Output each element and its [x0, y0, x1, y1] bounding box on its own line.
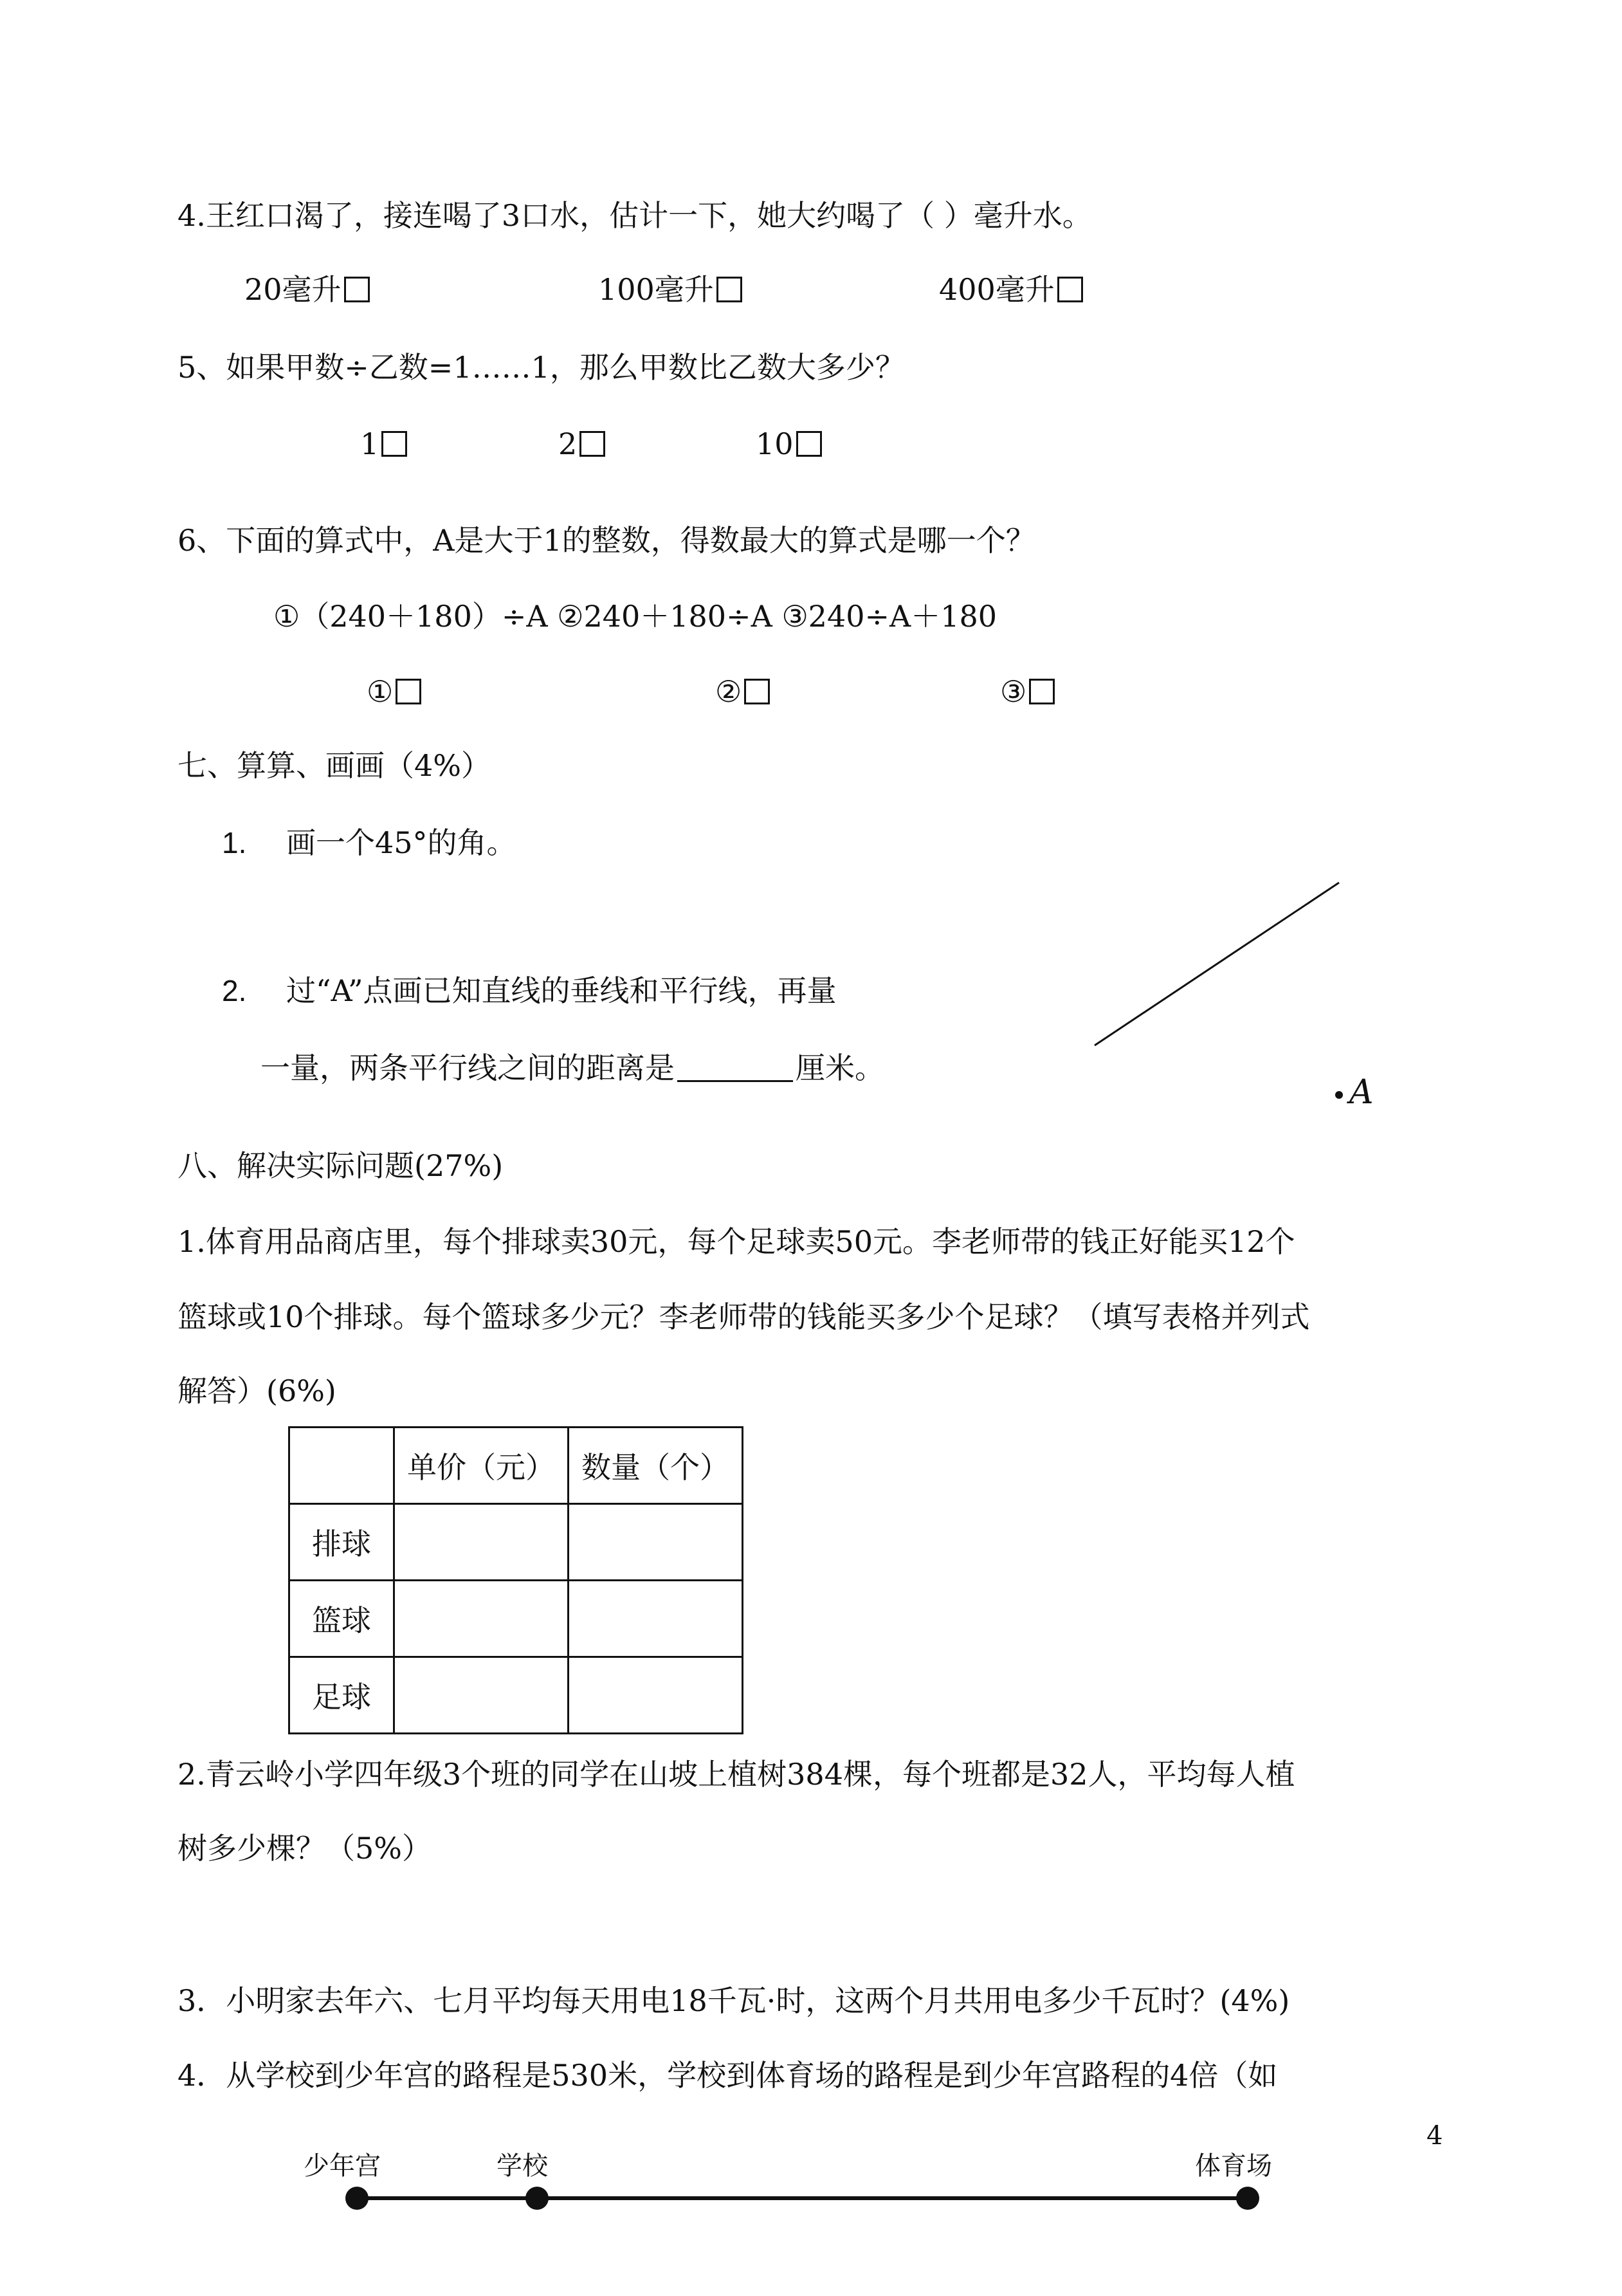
price-quantity-table [288, 1426, 743, 1734]
row-label: 篮球 [289, 1581, 394, 1657]
answer-cell[interactable] [569, 1657, 743, 1734]
map-label-youth-palace: 少年宫 [304, 2151, 381, 2181]
section-7-title: 七、算算、画画（4%） [178, 748, 491, 783]
map-label-stadium: 体育场 [1195, 2151, 1272, 2181]
question-6-text: 6、下面的算式中，A是大于1的整数，得数最大的算式是哪一个？ [178, 523, 1035, 558]
table-header-cell: 数量（个） [569, 1428, 743, 1504]
section-8-title: 八、解决实际问题(27%) [178, 1148, 504, 1183]
s8-q3: 3．小明家去年六、七月平均每天用电18千瓦·时，这两个月共用电多少千瓦时？(4%) [178, 1983, 1290, 2018]
s7-item-2-number: 2. [222, 974, 247, 1007]
table-row [289, 1581, 743, 1657]
school-dot [525, 2187, 549, 2210]
row-label: 排球 [289, 1504, 394, 1581]
q6-option-2[interactable]: ② [715, 672, 770, 711]
q4-option-1[interactable]: 20毫升 [244, 270, 370, 309]
youth-palace-dot [345, 2187, 369, 2210]
s7-item-1-text: 画一个45°的角。 [286, 825, 516, 860]
s7-item-2-text: 过“A”点画已知直线的垂线和平行线，再量 [286, 973, 837, 1008]
s8-q4: 4．从学校到少年宫的路程是530米，学校到体育场的路程是到少年宫路程的4倍（如 [178, 2058, 1278, 2093]
table-header-cell: 单价（元） [394, 1428, 569, 1504]
stadium-dot [1236, 2187, 1259, 2210]
s7-item-2-line2: 一量，两条平行线之间的距离是 厘米。 [260, 1051, 884, 1085]
s8-q2-line2: 树多少棵？（5%） [178, 1831, 432, 1866]
s8-q2-line1: 2.青云岭小学四年级3个班的同学在山坡上植树384棵，每个班都是32人，平均每人植 [178, 1757, 1295, 1792]
s8-q1-line1: 1.体育用品商店里，每个排球卖30元，每个足球卖50元。李老师带的钱正好能买12个 [178, 1224, 1295, 1259]
q5-option-3[interactable]: 10 [756, 425, 822, 463]
table-header-row [289, 1428, 743, 1504]
question-6-formulas: ①（240＋180）÷A ②240＋180÷A ③240÷A＋180 [273, 599, 998, 634]
s8-q1-line3: 解答）(6%) [178, 1373, 336, 1408]
table-row [289, 1504, 743, 1581]
page-number: 4 [1426, 2121, 1443, 2151]
q5-option-1[interactable]: 1 [360, 425, 407, 463]
question-5-text: 5、如果甲数÷乙数=1……1，那么甲数比乙数大多少？ [178, 350, 905, 385]
answer-cell[interactable] [569, 1504, 743, 1581]
s8-q1-line2: 篮球或10个排球。每个篮球多少元？李老师带的钱能买多少个足球？（填写表格并列式 [178, 1300, 1310, 1334]
q5-option-2[interactable]: 2 [558, 425, 605, 463]
table-header-cell [289, 1428, 394, 1504]
q4-option-2[interactable]: 100毫升 [598, 270, 742, 309]
given-line [1095, 883, 1339, 1045]
q4-option-3[interactable]: 400毫升 [939, 270, 1083, 309]
q6-option-3[interactable]: ③ [1000, 672, 1055, 711]
question-4-text: 4.王红口渴了，接连喝了3口水，估计一下，她大约喝了（ ）毫升水。 [178, 198, 1092, 233]
table-row [289, 1657, 743, 1734]
answer-cell[interactable] [569, 1581, 743, 1657]
point-a-dot [1335, 1091, 1343, 1099]
answer-cell[interactable] [394, 1657, 569, 1734]
answer-cell[interactable] [394, 1504, 569, 1581]
q6-option-1[interactable]: ① [367, 672, 421, 711]
map-label-school: 学校 [497, 2151, 548, 2181]
point-a-label: A [1349, 1073, 1374, 1112]
row-label: 足球 [289, 1657, 394, 1734]
s7-item-1-number: 1. [222, 826, 247, 859]
answer-cell[interactable] [394, 1581, 569, 1657]
